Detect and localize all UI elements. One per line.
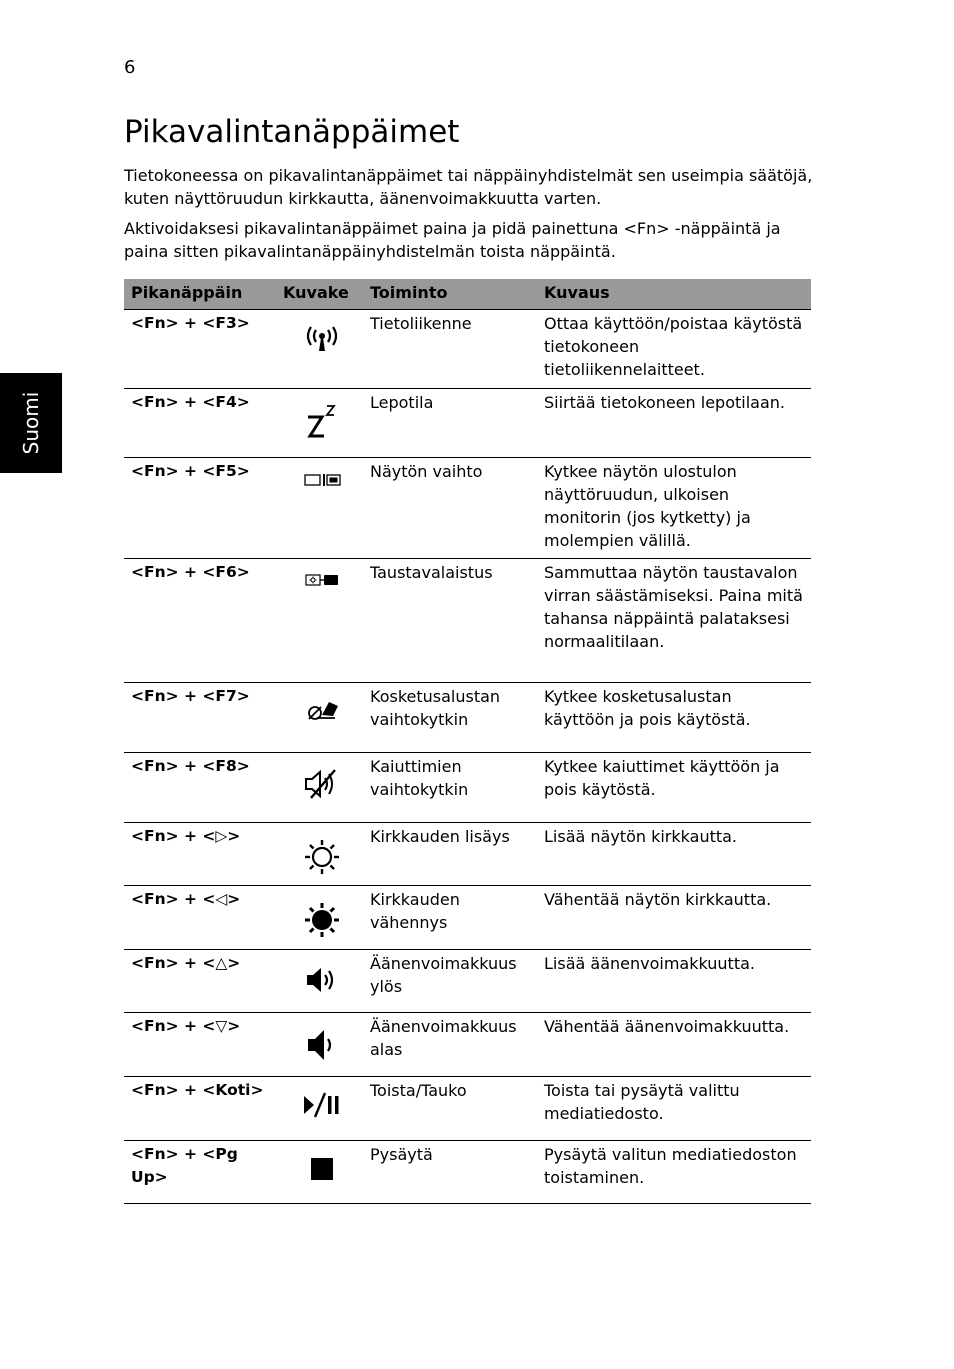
description-cell: Pysäytä valitun mediatiedoston toistaminen.	[537, 1141, 811, 1204]
description-cell: Ottaa käyttöön/poistaa käytöstä tietokoneen tietoliikennelaitteet.	[537, 310, 811, 389]
table-row	[124, 1077, 811, 1141]
display-toggle-icon	[280, 458, 363, 559]
hotkey-table	[124, 279, 811, 1204]
hotkey-cell: <Fn> + <▽>	[124, 1013, 280, 1077]
function-cell: Äänenvoimakkuus ylös	[363, 950, 537, 1013]
table-row	[124, 310, 811, 389]
header-hotkey: Pikanäppäin	[124, 279, 280, 310]
hotkey-cell: <Fn> + <△>	[124, 950, 280, 1013]
description-cell: Kytkee kaiuttimet käyttöön ja pois käytöstä.	[537, 753, 811, 823]
screen-blank-icon	[280, 559, 363, 683]
page-number: 6	[124, 57, 136, 78]
function-cell: Kirkkauden lisäys	[363, 823, 537, 886]
function-cell: Äänenvoimakkuus alas	[363, 1013, 537, 1077]
wireless-icon	[280, 310, 363, 389]
description-cell: Lisää näytön kirkkautta.	[537, 823, 811, 886]
header-function: Toiminto	[363, 279, 537, 310]
hotkey-cell: <Fn> + <F5>	[124, 458, 280, 559]
hotkey-cell: <Fn> + <◁>	[124, 886, 280, 950]
header-description: Kuvaus	[537, 279, 811, 310]
hotkey-cell: <Fn> + <F4>	[124, 389, 280, 458]
hotkey-cell: <Fn> + <F7>	[124, 683, 280, 753]
header-icon: Kuvake	[280, 279, 363, 310]
function-cell: Taustavalaistus	[363, 559, 537, 683]
function-cell: Kirkkauden vähennys	[363, 886, 537, 950]
touchpad-toggle-icon	[280, 683, 363, 753]
table-row	[124, 683, 811, 753]
hotkey-cell: <Fn> + <Koti>	[124, 1077, 280, 1141]
language-tab	[0, 373, 62, 473]
table-header-row	[124, 279, 811, 310]
table-row	[124, 458, 811, 559]
hotkey-cell: <Fn> + <▷>	[124, 823, 280, 886]
description-cell: Sammuttaa näytön taustavalon virran säästämiseksi. Paina mitä tahansa näppäintä palataksesi normaalitilaan.	[537, 559, 811, 683]
table-row	[124, 886, 811, 950]
table-row	[124, 753, 811, 823]
description-cell: Toista tai pysäytä valittu mediatiedosto.	[537, 1077, 811, 1141]
table-row	[124, 559, 811, 683]
description-cell: Kytkee kosketusalustan käyttöön ja pois käytöstä.	[537, 683, 811, 753]
table-row	[124, 1013, 811, 1077]
description-cell: Kytkee näytön ulostulon näyttöruudun, ulkoisen monitorin (jos kytketty) ja molempien välillä.	[537, 458, 811, 559]
page-title: Pikavalintanäppäimet	[124, 114, 460, 150]
description-cell: Siirtää tietokoneen lepotilaan.	[537, 389, 811, 458]
description-cell: Vähentää näytön kirkkautta.	[537, 886, 811, 950]
function-cell: Toista/Tauko	[363, 1077, 537, 1141]
hotkey-cell: <Fn> + <F8>	[124, 753, 280, 823]
hotkey-cell: <Fn> + <F3>	[124, 310, 280, 389]
table-row	[124, 950, 811, 1013]
description-cell: Vähentää äänenvoimakkuutta.	[537, 1013, 811, 1077]
description-cell: Lisää äänenvoimakkuutta.	[537, 950, 811, 1013]
table-row	[124, 1141, 811, 1204]
table-row	[124, 389, 811, 458]
function-cell: Pysäytä	[363, 1141, 537, 1204]
function-cell: Lepotila	[363, 389, 537, 458]
volume-up-icon	[280, 950, 363, 1013]
speaker-toggle-icon	[280, 753, 363, 823]
instruction-paragraph: Aktivoidaksesi pikavalintanäppäimet paina ja pidä painettuna <Fn> -näppäintä ja paina sitten pikavalintanäppäinyhdistelmän toista näppäintä.	[124, 219, 781, 261]
intro-paragraph: Tietokoneessa on pikavalintanäppäimet tai näppäinyhdistelmät sen useimpia säätöjä, kuten näyttöruudun kirkkautta, äänenvoimakkuutta varten.	[124, 166, 813, 208]
volume-down-icon	[280, 1013, 363, 1077]
hotkey-cell: <Fn> + <F6>	[124, 559, 280, 683]
function-cell: Kosketusalustan vaihtokytkin	[363, 683, 537, 753]
function-cell: Tietoliikenne	[363, 310, 537, 389]
table-row	[124, 823, 811, 886]
stop-icon	[280, 1141, 363, 1204]
language-tab-label: Suomi	[19, 391, 43, 455]
brightness-up-icon	[280, 823, 363, 886]
brightness-down-icon	[280, 886, 363, 950]
function-cell: Näytön vaihto	[363, 458, 537, 559]
hotkey-cell: <Fn> + <Pg Up>	[124, 1141, 280, 1204]
play-pause-icon	[280, 1077, 363, 1141]
function-cell: Kaiuttimien vaihtokytkin	[363, 753, 537, 823]
sleep-icon	[280, 389, 363, 458]
